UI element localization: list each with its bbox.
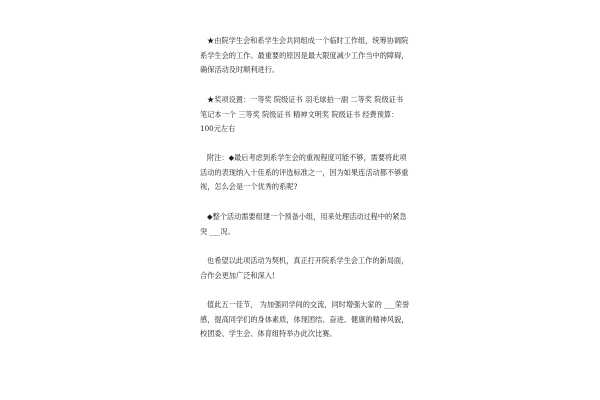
paragraph-prep-team [200, 210, 420, 239]
paragraph-work-group [200, 34, 420, 78]
text-line: ★由院学生会和系学生会共同组成一个临时工作组，统筹协调院 [207, 36, 409, 45]
text-line: 系学生会的工作。最重要的原因是最大限度减少工作当中的障碍， [200, 50, 409, 60]
paragraph-note [200, 151, 420, 195]
text-line: 感，提高同学们的身体素质，体现团结、奋进、健康的精神风貌， [200, 314, 409, 324]
text-line: ★奖项设置：一等奖 院级证书 羽毛球拍一副 二等奖 院级证书 [207, 95, 404, 104]
text-line: 活动的表现纳入十佳系的评选标准之一，因为如果连活动都不够重 [200, 167, 409, 177]
text-line: 附注：◆最后考虑到系学生会的重视程度可能不够，需要将此项 [207, 153, 407, 162]
text-line: 合作会更加广泛和深入! [200, 270, 275, 280]
text-line: 校团委、学生会、体育组特举办此次比赛。 [200, 329, 337, 338]
paragraph-awards [200, 93, 420, 137]
text-line: 视，怎么会是一个优秀的系呢? [200, 182, 298, 191]
text-line: 笔记本一个 三等奖 院级证书 精神文明奖 院级证书 经费预算： [200, 109, 399, 119]
paragraph-may-day [200, 298, 420, 342]
text-line: 确保活动及时顺利进行。 [200, 65, 280, 74]
paragraph-hope [200, 254, 420, 283]
text-line: 100元左右 [200, 124, 236, 133]
text-line: ◆整个活动需要组建一个预备小组，用来处理活动过程中的紧急 [207, 212, 407, 221]
text-line: 也希望以此项活动为契机，真正打开院系学生会工作的新局面， [207, 256, 409, 265]
text-line: 突 ___况。 [200, 226, 235, 236]
text-line: 值此五一佳节， 为加强同学间的交流，同时增强大家的 ___荣誉 [207, 300, 410, 309]
